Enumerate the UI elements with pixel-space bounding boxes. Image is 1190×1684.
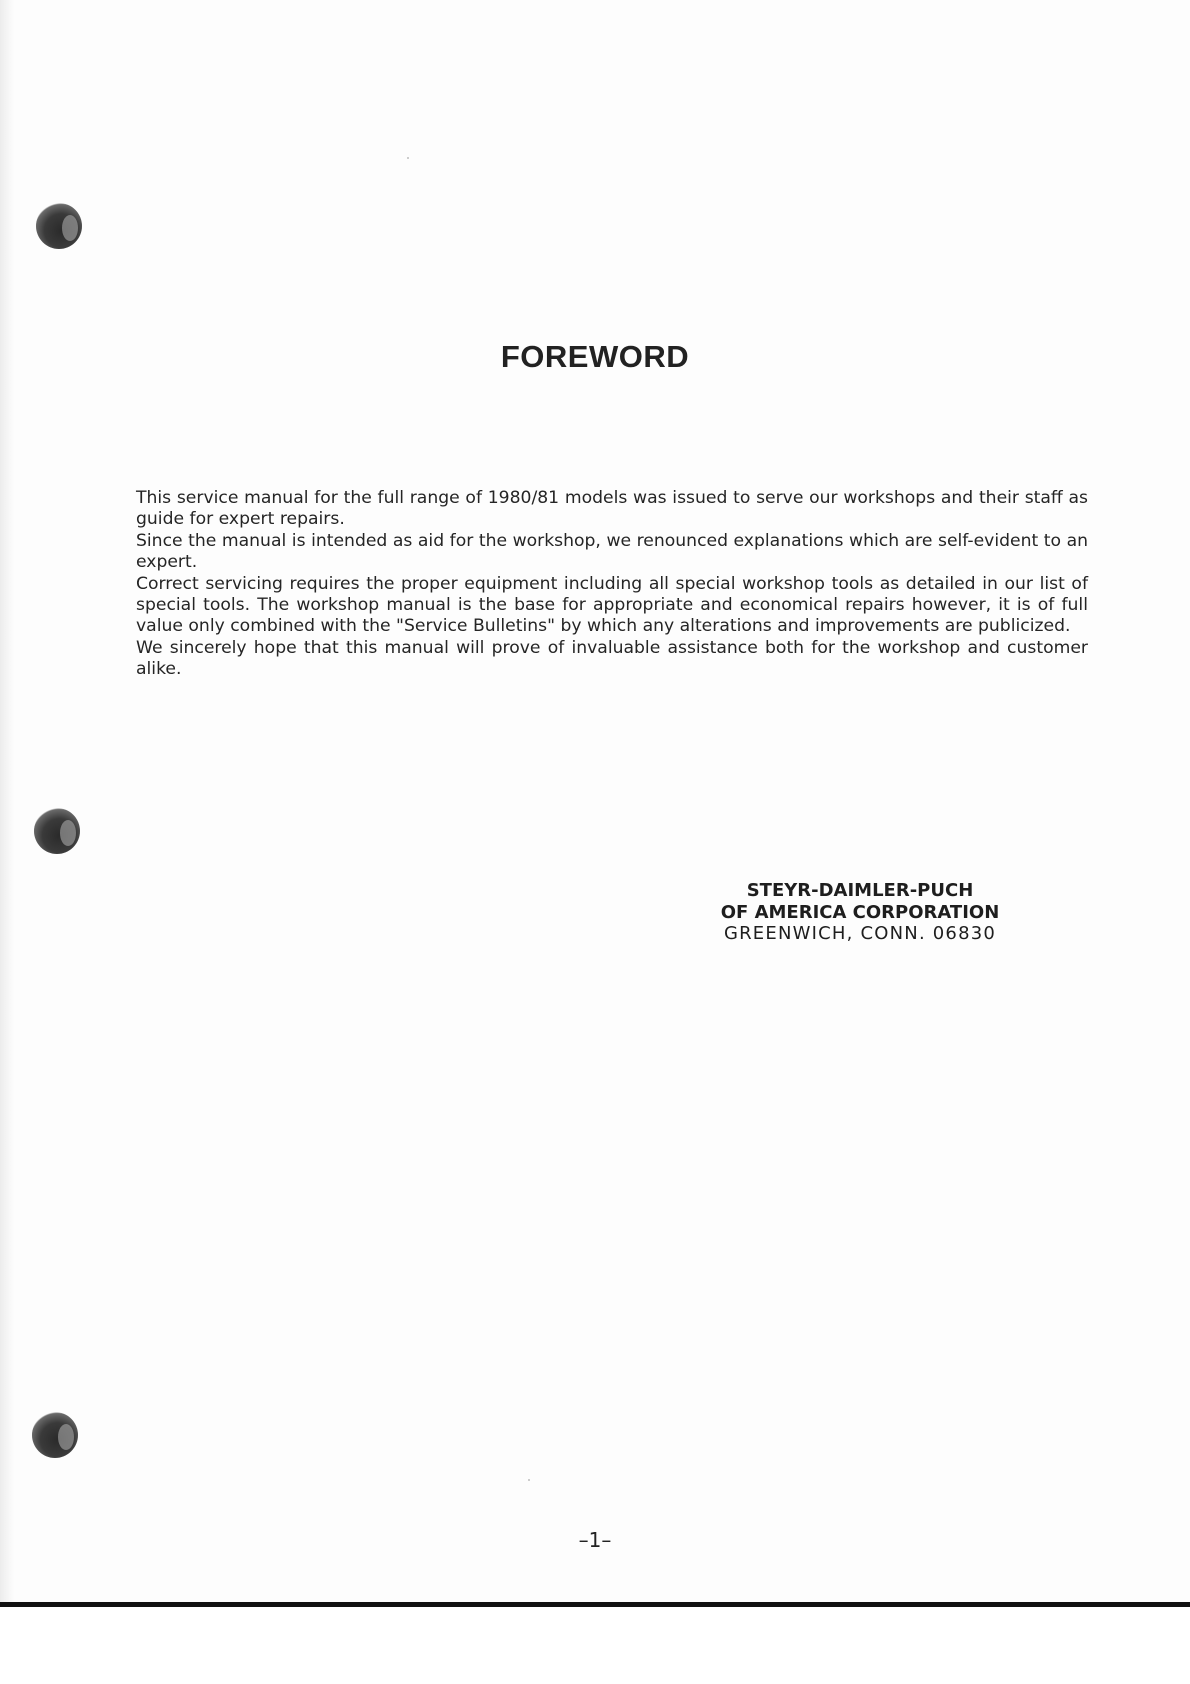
- binder-hole-top: [36, 203, 82, 249]
- company-name-line: OF AMERICA CORPORATION: [720, 901, 1000, 923]
- binder-hole-middle: [34, 808, 80, 854]
- binder-hole-bottom: [32, 1412, 78, 1458]
- company-name-line: STEYR-DAIMLER-PUCH: [746, 880, 974, 901]
- paper-speck: [528, 1479, 530, 1481]
- company-signature: [690, 880, 1030, 945]
- paragraph: We sincerely hope that this manual will prove of invaluable assistance both for the workshop and customer alike.: [136, 637, 1088, 680]
- foreword-body: [136, 488, 1088, 681]
- page-edge-shadow: [0, 0, 14, 1610]
- page-number: –1–: [578, 1528, 612, 1552]
- scan-margin: [0, 1607, 1190, 1684]
- company-address: GREENWICH, CONN. 06830: [723, 923, 997, 944]
- page-title: FOREWORD: [500, 338, 690, 374]
- paragraph: Since the manual is intended as aid for the workshop, we renounced explanations which are self-evident to an expert.: [136, 530, 1088, 573]
- paragraph: Correct servicing requires the proper equipment including all special workshop tools as detailed in our list of special tools. The workshop manual is the base for appropriate and economical repairs however, it is of full value only combined with the "Service Bulletins" by which any alterations and improvements are publicized.: [136, 573, 1088, 637]
- paper-speck: [407, 157, 409, 159]
- paragraph: This service manual for the full range of 1980/81 models was issued to serve our workshops and their staff as guide for expert repairs.: [136, 488, 1088, 530]
